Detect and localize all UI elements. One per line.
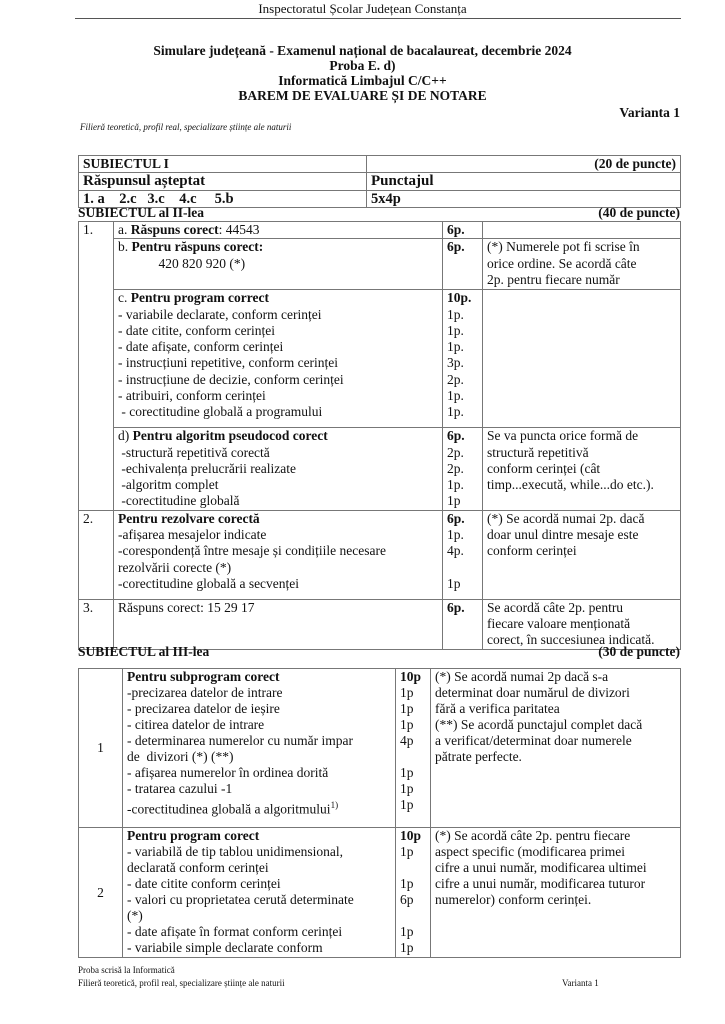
subject-1-answers: 1. a 2.c 3.c 4.c 5.b xyxy=(79,190,367,207)
points-value xyxy=(400,860,426,876)
criterion-line xyxy=(127,860,391,876)
note-line: fără a verifica paritatea xyxy=(435,701,560,716)
criterion-line xyxy=(118,355,438,371)
note-line: fiecare valoare menționată xyxy=(487,616,631,632)
criterion-heading: Pentru rezolvare corectă xyxy=(118,510,260,526)
points-value: 1p xyxy=(400,717,414,732)
footer-variant: Varianta 1 xyxy=(562,978,599,988)
criterion-line xyxy=(118,543,438,559)
points-cell xyxy=(443,290,483,428)
note-line: conform cerinței xyxy=(487,543,577,559)
subject-1-points: (20 de puncte) xyxy=(367,156,681,173)
points-value: 1p xyxy=(400,781,414,796)
criterion-line xyxy=(127,828,391,844)
criterion-line xyxy=(118,445,438,461)
points-cell xyxy=(396,828,431,958)
barem-title: BAREM DE EVALUARE ȘI DE NOTARE xyxy=(238,88,487,103)
item-number: 3. xyxy=(79,599,114,649)
criterion-line xyxy=(118,511,438,527)
criterion-text: de divizori (*) (**) xyxy=(127,749,234,764)
criterion-text: d) xyxy=(118,428,133,444)
points-value: 1p xyxy=(400,876,414,891)
criterion-line xyxy=(127,733,391,749)
criteria-cell xyxy=(123,828,396,958)
criterion-line xyxy=(118,404,438,420)
note-line: (*) Se acordă numai 2p dacă s-a xyxy=(435,669,609,684)
exam-proba: Proba E. d) xyxy=(329,58,396,73)
criterion-line xyxy=(127,685,391,701)
criterion-text: - variabile declarate, conform cerinței xyxy=(118,306,322,322)
item-number: 1. xyxy=(79,222,114,511)
points-value: 2p. xyxy=(447,371,464,387)
col-points-header: Punctajul xyxy=(367,173,681,190)
note-cell xyxy=(483,599,681,649)
points-value: 10p xyxy=(400,828,422,843)
inspectorate-header: Inspectoratul Școlar Județean Constanța xyxy=(258,1,467,16)
table-row xyxy=(79,828,681,958)
criterion-text: - date citite, conform cerinței xyxy=(118,322,276,338)
points-value: 1p. xyxy=(447,339,464,355)
criterion-line xyxy=(127,844,391,860)
points-value: 6p. xyxy=(447,510,465,526)
criterion-heading: Pentru răspuns corect: xyxy=(131,239,264,255)
points-value: 1p. xyxy=(447,306,464,322)
note-cell xyxy=(483,222,681,239)
criterion-text: -algoritm complet xyxy=(118,477,219,493)
note-cell xyxy=(483,428,681,510)
item-number: 2. xyxy=(79,510,114,599)
variant-label: Varianta 1 xyxy=(619,105,680,120)
note-line: cifre a unui număr, modificarea ultimei xyxy=(435,860,647,875)
points-value: 1p xyxy=(400,701,414,716)
criterion-text: rezolvării corecte (*) xyxy=(118,559,232,575)
points-value: 1p xyxy=(400,797,414,812)
criterion-text: -afișarea mesajelor indicate xyxy=(118,527,267,543)
criterion-line xyxy=(127,669,391,685)
criterion-line xyxy=(127,797,391,818)
criterion-line xyxy=(118,493,438,509)
criterion-text: - instrucțiuni repetitive, conform cerinței xyxy=(118,355,339,371)
points-value: 1p xyxy=(400,765,414,780)
table-row xyxy=(79,599,681,649)
criterion-text: 420 820 920 (*) xyxy=(118,255,246,271)
criterion-line xyxy=(127,765,391,781)
criterion-text: - instrucțiune de decizie, conform cerinței xyxy=(118,371,344,387)
note-line: (**) Se acordă punctajul complet dacă xyxy=(435,717,643,732)
note-line: determinat doar numărul de divizori xyxy=(435,685,630,700)
criterion-text: c. xyxy=(118,290,131,306)
criterion-line xyxy=(127,781,391,797)
criterion-text: - citirea datelor de intrare xyxy=(127,717,265,732)
criterion-line xyxy=(118,372,438,388)
criterion-line xyxy=(127,940,391,956)
criterion-text: -precizarea datelor de intrare xyxy=(127,685,283,700)
exam-subject: Informatică Limbajul C/C++ xyxy=(278,73,447,88)
criterion-line xyxy=(118,600,438,616)
criterion-text: -corespondență între mesaje și condițiile necesare xyxy=(118,543,387,559)
criterion-line xyxy=(127,749,391,765)
note-line: orice ordine. Se acordă câte xyxy=(487,255,637,271)
criterion-text: a. xyxy=(118,222,131,237)
footer-line-2: Filieră teoretică, profil real, specializare științe ale naturii xyxy=(78,978,285,988)
criterion-heading: Pentru algoritm pseudocod corect xyxy=(132,428,328,444)
col-answer-header: Răspunsul așteptat xyxy=(79,173,367,190)
points-cell xyxy=(396,669,431,828)
criterion-line xyxy=(118,576,438,592)
note-line: a verificat/determinat doar numerele xyxy=(435,733,632,748)
criterion-heading: Pentru program corect xyxy=(127,828,260,843)
criterion-text: - afișarea numerelor în ordinea dorită xyxy=(127,765,329,780)
criterion-text: (*) xyxy=(127,908,143,923)
points-cell xyxy=(443,428,483,510)
criteria-cell xyxy=(114,290,443,428)
criterion-line xyxy=(118,560,438,576)
criterion-heading: Răspuns corect xyxy=(130,222,219,237)
points-value: 6p. xyxy=(447,239,465,255)
subject-1-table xyxy=(78,155,681,208)
note-line: Se va puncta orice formă de xyxy=(487,428,639,444)
note-cell xyxy=(483,290,681,428)
header-rule xyxy=(75,18,681,19)
criterion-line xyxy=(118,477,438,493)
points-value: 6p. xyxy=(447,222,465,237)
subject-3-title: SUBIECTUL al III-lea xyxy=(78,644,210,659)
item-number: 2 xyxy=(79,828,123,958)
exam-title: Simulare județeană - Examenul național de bacalaureat, decembrie 2024 xyxy=(153,43,572,58)
points-cell xyxy=(443,599,483,649)
points-value: 6p. xyxy=(447,599,465,615)
note-line: doar unul dintre mesaje este xyxy=(487,527,639,543)
criterion-text: - valori cu proprietatea cerută determinate xyxy=(127,892,354,907)
criterion-text: : 44543 xyxy=(218,222,260,237)
points-value: 4p xyxy=(400,733,414,748)
criteria-cell xyxy=(123,669,396,828)
criterion-line xyxy=(118,256,438,272)
points-value: 1p. xyxy=(447,527,464,543)
points-value: 1p. xyxy=(447,322,464,338)
points-value: 3p. xyxy=(447,355,464,371)
subject-3-points: (30 de puncte) xyxy=(598,644,680,659)
criterion-heading: Pentru program correct xyxy=(130,290,269,306)
points-value: 1p xyxy=(400,685,414,700)
criterion-text: - variabile simple declarate conform xyxy=(127,940,323,955)
criterion-text: - date afișate, conform cerinței xyxy=(118,339,284,355)
points-value: 4p. xyxy=(447,543,464,559)
points-value: 6p xyxy=(400,892,414,907)
criteria-cell xyxy=(114,599,443,649)
criterion-line xyxy=(118,222,438,238)
note-line: numerelor) conform cerinței. xyxy=(435,892,592,907)
points-value: 6p. xyxy=(447,428,465,444)
criterion-text: - atribuiri, conform cerinței xyxy=(118,388,266,404)
note-line: timp...execută, while...do etc.). xyxy=(487,477,654,493)
track-label: Filieră teoretică, profil real, specializare științe ale naturii xyxy=(80,122,292,132)
points-value: 1p. xyxy=(447,477,464,493)
criterion-line xyxy=(118,339,438,355)
criterion-heading: Pentru subprogram corect xyxy=(127,669,280,684)
criterion-line xyxy=(127,892,391,908)
criterion-line xyxy=(118,323,438,339)
note-cell xyxy=(483,510,681,599)
criterion-text: -corectitudine globală a secvenței xyxy=(118,575,300,591)
table-row xyxy=(79,669,681,828)
points-value: 2p. xyxy=(447,444,464,460)
criterion-text: -echivalența prelucrării realizate xyxy=(118,460,297,476)
points-value xyxy=(400,749,426,765)
points-cell xyxy=(443,222,483,239)
points-value xyxy=(447,560,478,576)
item-number: 1 xyxy=(79,669,123,828)
criterion-line xyxy=(127,701,391,717)
criterion-text: declarată conform cerinței xyxy=(127,860,269,875)
criterion-line xyxy=(118,388,438,404)
criterion-text: b. xyxy=(118,239,132,255)
criteria-cell xyxy=(114,510,443,599)
points-value: 2p. xyxy=(447,460,464,476)
points-value xyxy=(400,908,426,924)
points-cell xyxy=(443,510,483,599)
note-cell xyxy=(431,828,681,958)
points-value: 1p xyxy=(400,940,414,955)
footer-line-1: Proba scrisă la Informatică xyxy=(78,965,175,975)
criterion-line xyxy=(118,239,438,255)
subject-1-score: 5x4p xyxy=(367,190,681,207)
criterion-line xyxy=(127,908,391,924)
criterion-text: - variabilă de tip tablou unidimensional, xyxy=(127,844,343,859)
note-line: aspect specific (modificarea primei xyxy=(435,844,626,859)
subject-2-table xyxy=(78,221,681,650)
criterion-line xyxy=(127,924,391,940)
points-cell xyxy=(443,239,483,290)
points-value: 1p xyxy=(400,844,414,859)
subject-1-title: SUBIECTUL I xyxy=(79,156,367,173)
criterion-text: -corectitudine globală xyxy=(118,493,240,509)
note-line: (*) Numerele pot fi scrise în xyxy=(487,239,640,255)
table-row xyxy=(79,239,681,290)
points-value: 1p. xyxy=(447,404,464,420)
points-value: 10p xyxy=(400,669,422,684)
note-line: conform cerinței (cât xyxy=(487,460,601,476)
subject-3-table xyxy=(78,668,681,958)
points-value: 1p xyxy=(447,493,461,509)
criterion-text: - date citite conform cerinței xyxy=(127,876,281,891)
table-row xyxy=(79,290,681,428)
criterion-line xyxy=(118,307,438,323)
table-row xyxy=(79,510,681,599)
criterion-text: Răspuns corect: 15 29 17 xyxy=(118,599,255,615)
table-row xyxy=(79,222,681,239)
criterion-line xyxy=(118,461,438,477)
note-cell xyxy=(483,239,681,290)
note-line: corect, în succesiunea indicată. xyxy=(487,632,655,648)
note-line: (*) Se acordă numai 2p. dacă xyxy=(487,510,645,526)
note-line: cifre a unui număr, modificarea tuturor xyxy=(435,876,646,891)
criteria-cell xyxy=(114,222,443,239)
criterion-text: - corectitudine globală a programului xyxy=(118,404,323,420)
note-line: Se acordă câte 2p. pentru xyxy=(487,599,624,615)
criteria-cell xyxy=(114,428,443,510)
criterion-text: -structură repetitivă corectă xyxy=(118,444,270,460)
points-value: 1p xyxy=(400,924,414,939)
criterion-line xyxy=(127,876,391,892)
criterion-text: - precizarea datelor de ieșire xyxy=(127,701,280,716)
points-value: 1p xyxy=(447,575,461,591)
criterion-line xyxy=(118,527,438,543)
criterion-line xyxy=(118,428,438,444)
subject-2-points: (40 de puncte) xyxy=(598,205,680,220)
points-value: 1p. xyxy=(447,388,464,404)
criterion-text: -corectitudinea globală a algoritmului xyxy=(127,801,331,817)
note-line: pătrate perfecte. xyxy=(435,749,522,764)
note-line: (*) Se acordă câte 2p. pentru fiecare xyxy=(435,828,631,843)
criterion-line xyxy=(118,290,438,306)
points-value: 10p. xyxy=(447,290,472,306)
criterion-text: 1) xyxy=(330,800,339,810)
note-line: structură repetitivă xyxy=(487,444,589,460)
criterion-line xyxy=(127,717,391,733)
note-line: 2p. pentru fiecare număr xyxy=(487,271,620,287)
note-cell xyxy=(431,669,681,828)
criterion-text: - date afișate în format conform cerinței xyxy=(127,924,343,939)
criteria-cell xyxy=(114,239,443,290)
criterion-text: - determinarea numerelor cu număr impar xyxy=(127,733,354,748)
criterion-text: - tratarea cazului -1 xyxy=(127,781,233,796)
subject-2-title: SUBIECTUL al II-lea xyxy=(78,205,205,220)
table-row xyxy=(79,428,681,510)
